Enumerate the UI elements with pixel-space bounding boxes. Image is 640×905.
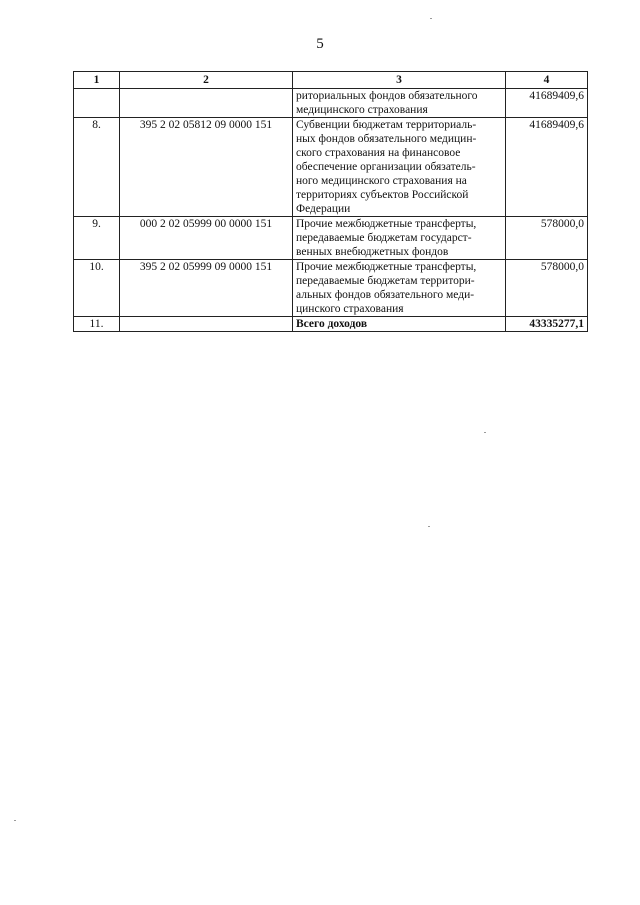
- budget-code: [120, 89, 293, 118]
- row-description: [293, 260, 506, 317]
- scan-speck: [14, 820, 16, 821]
- scan-speck: [430, 18, 432, 19]
- description-line: Субвенции бюджетам территориаль-: [296, 119, 477, 131]
- row-amount: 578000,0: [506, 260, 588, 317]
- description-line: Прочие межбюджетные трансферты,: [296, 261, 477, 273]
- page-number: 5: [316, 36, 324, 52]
- row-number: 8.: [74, 118, 120, 217]
- scan-speck: [428, 526, 430, 527]
- table-header-row: [74, 72, 588, 89]
- description-line: передаваемые бюджетам территори-: [296, 275, 475, 287]
- description-line: ного медицинского страхования на: [296, 175, 467, 187]
- table-row: [74, 217, 588, 260]
- total-row-number: 11.: [74, 317, 120, 332]
- row-number: 9.: [74, 217, 120, 260]
- description-line: ных фондов обязательного медицин-: [296, 133, 477, 145]
- row-number: [74, 89, 120, 118]
- row-description: [293, 118, 506, 217]
- description-line: Федерации: [296, 203, 351, 215]
- row-amount: 41689409,6: [506, 89, 588, 118]
- scan-speck: [484, 432, 486, 433]
- table-row: [74, 118, 588, 217]
- column-header-2: 2: [120, 72, 293, 89]
- budget-code: 395 2 02 05812 09 0000 151: [120, 118, 293, 217]
- budget-code: 000 2 02 05999 00 0000 151: [120, 217, 293, 260]
- description-line: риториальных фондов обязательного: [296, 90, 478, 102]
- table-row: [74, 89, 588, 118]
- description-line: альных фондов обязательного меди-: [296, 289, 475, 301]
- description-line: ского страхования на финансовое: [296, 147, 461, 159]
- description-line: территориях субъектов Российской: [296, 189, 469, 201]
- revenue-table: [73, 71, 588, 332]
- total-budget-code: [120, 317, 293, 332]
- column-header-1: 1: [74, 72, 120, 89]
- row-description: [293, 217, 506, 260]
- description-line: цинского страхования: [296, 303, 404, 315]
- total-label: Всего доходов: [293, 317, 506, 332]
- description-line: Прочие межбюджетные трансферты,: [296, 218, 477, 230]
- row-number: 10.: [74, 260, 120, 317]
- total-row: [74, 317, 588, 332]
- row-description: [293, 89, 506, 118]
- row-amount: 578000,0: [506, 217, 588, 260]
- column-header-3: 3: [293, 72, 506, 89]
- total-amount: 43335277,1: [506, 317, 588, 332]
- description-line: обеспечение организации обязатель-: [296, 161, 476, 173]
- description-line: передаваемые бюджетам государст-: [296, 232, 472, 244]
- column-header-4: 4: [506, 72, 588, 89]
- budget-code: 395 2 02 05999 09 0000 151: [120, 260, 293, 317]
- row-amount: 41689409,6: [506, 118, 588, 217]
- description-line: медицинского страхования: [296, 104, 428, 116]
- description-line: венных внебюджетных фондов: [296, 246, 449, 258]
- table-row: [74, 260, 588, 317]
